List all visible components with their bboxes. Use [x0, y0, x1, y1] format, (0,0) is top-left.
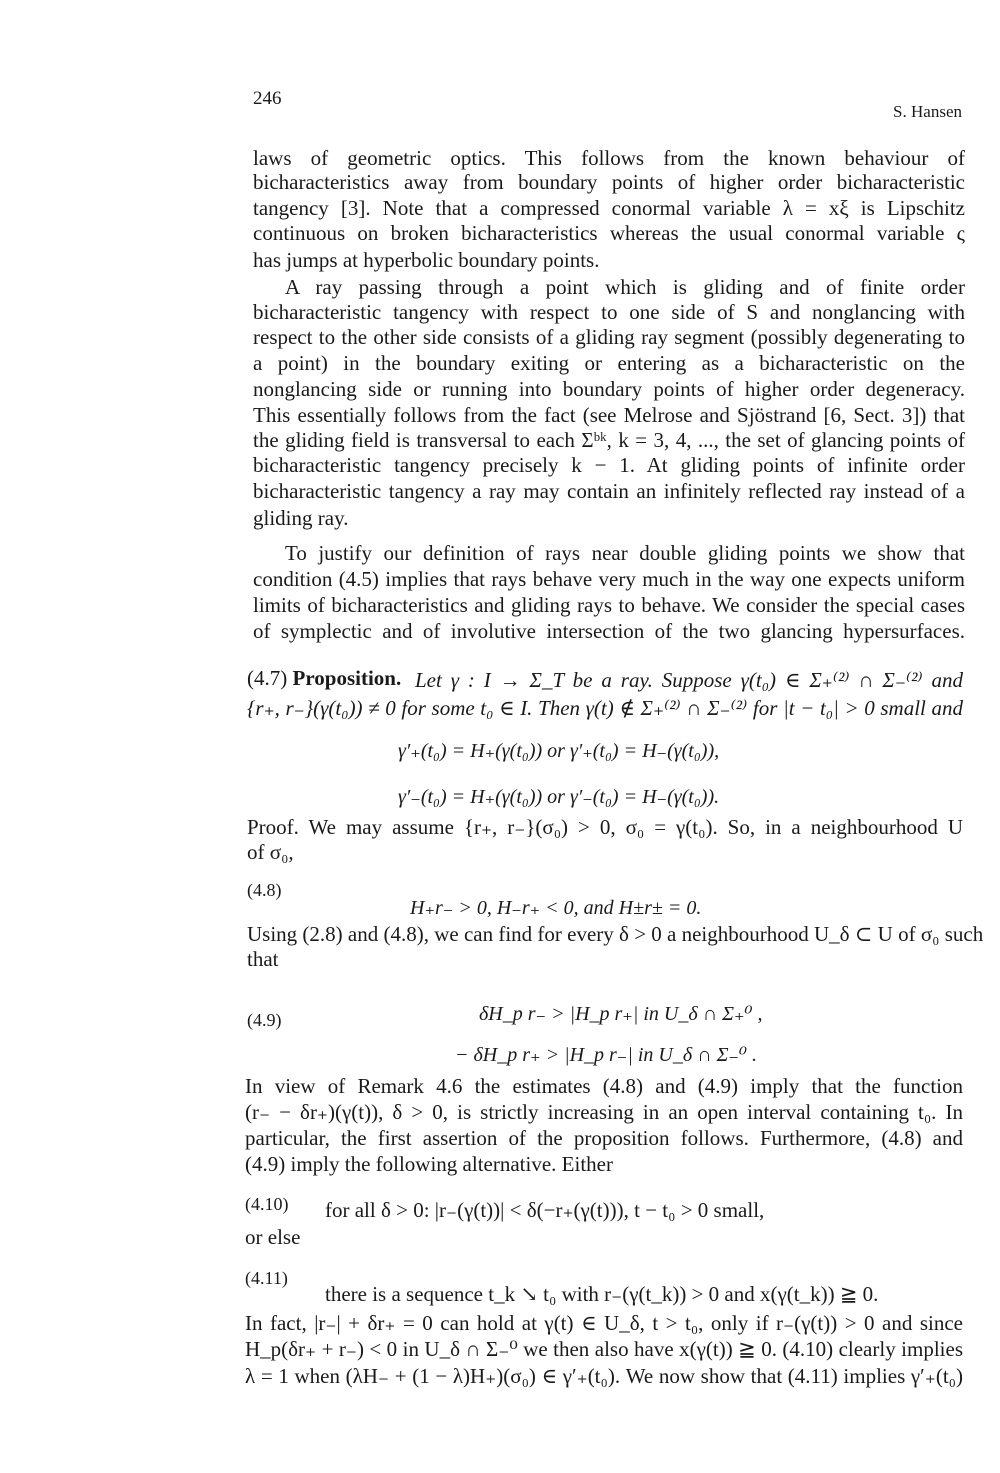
text-line: To justify our definition of rays near double gliding points we show that — [285, 541, 965, 565]
equation: − δH_p r₊ > |H_p r₋| in U_δ ∩ Σ₋⁰ . — [455, 1044, 758, 1066]
text-line: A ray passing through a point which is gliding and of finite order — [285, 275, 965, 299]
text-line: of symplectic and of involutive intersection of the two glancing hypersurfaces. — [253, 619, 965, 643]
equation: γ′₋(t₀) = H₊(γ(t₀)) or γ′₋(t₀) = H₋(γ(t₀)). — [398, 786, 720, 808]
equation-label: (4.9) — [247, 1010, 282, 1030]
equation: there is a sequence t_k ↘ t₀ with r₋(γ(t_k)) > 0 and x(γ(t_k)) ≧ 0. — [325, 1282, 879, 1306]
text-line: the gliding field is transversal to each Σᵇᵏ, k = 3, 4, ..., the set of glancing points of — [253, 428, 965, 452]
equation-label: (4.8) — [247, 880, 282, 900]
text-line: bicharacteristic tangency precisely k − 1. At gliding points of infinite order — [253, 453, 965, 477]
text-line: or else — [245, 1225, 301, 1249]
text-line: (r₋ − δr₊)(γ(t)), δ > 0, is strictly increasing in an open interval containing t₀. In — [245, 1100, 963, 1124]
text-line: tangency [3]. Note that a compressed conormal variable λ = xξ is Lipschitz — [253, 196, 965, 220]
proposition-line: Let γ : I → Σ_T be a ray. Suppose γ(t₀) ∈ Σ₊⁽²⁾ ∩ Σ₋⁽²⁾ and — [415, 668, 963, 692]
text-line: gliding ray. — [253, 506, 349, 530]
text-line: nonglancing side or running into boundary points of higher order degeneracy. — [253, 377, 965, 401]
text-line: In fact, |r₋| + δr₊ = 0 can hold at γ(t) ∈ U_δ, t > t₀, only if r₋(γ(t)) > 0 and since — [245, 1311, 963, 1335]
text-line: has jumps at hyperbolic boundary points. — [253, 248, 600, 272]
text-line: This essentially follows from the fact (see Melrose and Sjöstrand [6, Sect. 3]) that — [253, 403, 965, 427]
text-line: bicharacteristics away from boundary points of higher order bicharacteristic — [253, 170, 965, 194]
equation: δH_p r₋ > |H_p r₊| in U_δ ∩ Σ₊⁰ , — [479, 1003, 763, 1025]
text-line: λ = 1 when (λH₋ + (1 − λ)H₊)(σ₀) ∈ γ′₊(t₀). We now show that (4.11) implies γ′₊(t₀) — [245, 1364, 963, 1388]
proposition-heading — [247, 666, 401, 690]
running-head: S. Hansen — [893, 102, 962, 121]
text-line: (4.9) imply the following alternative. Either — [245, 1152, 613, 1176]
text-line: particular, the first assertion of the proposition follows. Furthermore, (4.8) and — [245, 1126, 963, 1150]
text-line: that — [247, 947, 279, 971]
proof-line: Proof. We may assume {r₊, r₋}(σ₀) > 0, σ₀ = γ(t₀). So, in a neighbourhood U — [247, 815, 963, 839]
equation: H₊r₋ > 0, H₋r₊ < 0, and H±r± = 0. — [410, 897, 702, 919]
proposition-line: {r₊, r₋}(γ(t₀)) ≠ 0 for some t₀ ∈ I. Then γ(t) ∉ Σ₊⁽²⁾ ∩ Σ₋⁽²⁾ for |t − t₀| > 0 small and — [247, 696, 963, 720]
proposition-title: Proposition. — [292, 666, 402, 690]
text-line: bicharacteristic tangency with respect to one side of S and nonglancing with — [253, 300, 965, 324]
text-line: a point) in the boundary exiting or entering as a bicharacteristic on the — [253, 351, 965, 375]
text-line: limits of bicharacteristics and gliding rays to behave. We consider the special cases — [253, 593, 965, 617]
text-line: In view of Remark 4.6 the estimates (4.8) and (4.9) imply that the function — [245, 1074, 963, 1098]
proof-line: of σ₀, — [247, 840, 294, 864]
equation-label: (4.10) — [245, 1194, 289, 1214]
text-line: continuous on broken bicharacteristics whereas the usual conormal variable ς — [253, 221, 965, 245]
text-line: H_p(δr₊ + r₋) < 0 in U_δ ∩ Σ₋⁰ we then also have x(γ(t)) ≧ 0. (4.10) clearly implies — [245, 1337, 963, 1361]
page-number: 246 — [253, 88, 282, 109]
text-line: Using (2.8) and (4.8), we can find for every δ > 0 a neighbourhood U_δ ⊂ U of σ₀ such — [247, 922, 984, 946]
text-line: bicharacteristic tangency a ray may contain an infinitely reflected ray instead of a — [253, 479, 965, 503]
text-line: respect to the other side consists of a gliding ray segment (possibly degenerating to — [253, 325, 965, 349]
equation-label: (4.11) — [245, 1268, 288, 1288]
equation: γ′₊(t₀) = H₊(γ(t₀)) or γ′₊(t₀) = H₋(γ(t₀)), — [398, 740, 720, 762]
text-line: condition (4.5) implies that rays behave very much in the way one expects uniform — [253, 567, 965, 591]
proposition-label: (4.7) — [247, 666, 288, 690]
equation: for all δ > 0: |r₋(γ(t))| < δ(−r₊(γ(t))), t − t₀ > 0 small, — [325, 1198, 765, 1222]
text-line: laws of geometric optics. This follows from the known behaviour of — [253, 146, 965, 170]
